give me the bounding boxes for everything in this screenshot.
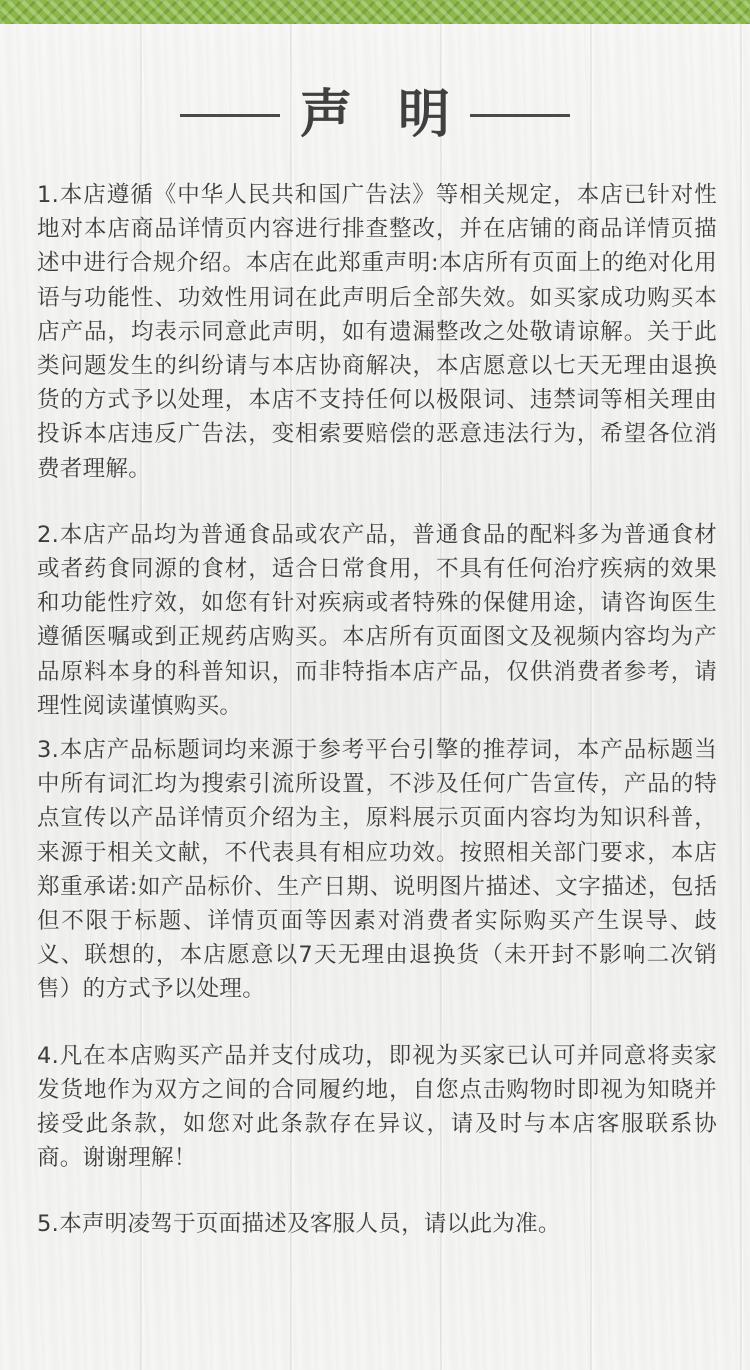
statement-body [37, 178, 717, 1242]
statement-paragraph-4: 4.凡在本店购买产品并支付成功，即视为买家已认可并同意将卖家发货地作为双方之间的合同履约地，自您点击购物时即视为知晓并接受此条款，如您对此条款存在异议，请及时与本店客服联系协商。谢谢理解！ [37, 1042, 717, 1172]
statement-paragraph-2: 2.本店产品均为普通食品或农产品，普通食品的配料多为普通食材或者药食同源的食材，适合日常食用，不具有任何治疗疾病的效果和功能性疗效，如您有针对疾病或者特殊的保健用途，请咨询医生遵循医嘱或到正规药店购买。本店所有页面图文及视频内容均为产品原料本身的科普知识，而非特指本店产品，仅供消费者参考，请理性阅读谨慎购买。 [37, 521, 717, 719]
decorative-top-border [0, 0, 750, 24]
heading-rule-right [470, 114, 570, 117]
page-title: 声 明 [299, 84, 465, 145]
statement-paragraph-1: 1.本店遵循《中华人民共和国广告法》等相关规定，本店已针对性地对本店商品详情页内容进行排查整改，并在店铺的商品详情页描述中进行合规介绍。本店在此郑重声明:本店所有页面上的绝对化用语与功能性、功效性用词在此声明后全部失效。如买家成功购买本店产品，均表示同意此声明，如有遗漏整改之处敬请谅解。关于此类问题发生的纠纷请与本店协商解决，本店愿意以七天无理由退换货的方式予以处理，本店不支持任何以极限词、违禁词等相关理由投诉本店违反广告法，变相索要赔偿的恶意违法行为，希望各位消费者理解。 [37, 182, 717, 482]
heading [0, 80, 750, 150]
statement-paragraph-3: 3.本店产品标题词均来源于参考平台引擎的推荐词，本产品标题当中所有词汇均为搜索引流所设置，不涉及任何广告宣传，产品的特点宣传以产品详情页介绍为主，原料展示页面内容均为知识科普，来源于相关文献，不代表具有相应功效。按照相关部门要求，本店郑重承诺:如产品标价、生产日期、说明图片描述、文字描述，包括但不限于标题、详情页面等因素对消费者实际购买产生误导、歧义、联想的，本店愿意以7天无理由退换货（未开封不影响二次销售）的方式予以处理。 [37, 737, 717, 1003]
decorative-top-fringe [0, 24, 750, 30]
statement-paragraph-5: 5.本声明凌驾于页面描述及客服人员，请以此为准。 [37, 1211, 561, 1238]
heading-rule-left [180, 114, 280, 117]
